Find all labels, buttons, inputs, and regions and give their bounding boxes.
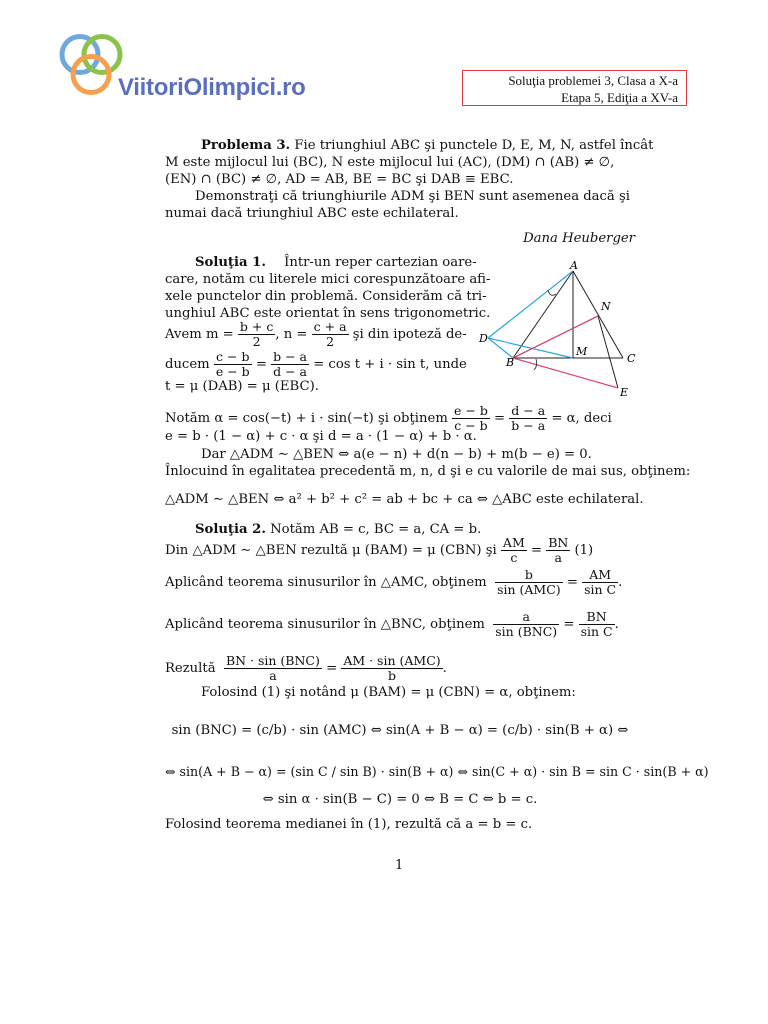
sol1-line-6: ducem $\frac{c - b}{e - b}$ = $\frac{b - a}{d - a}$ = cos t + i · sin t, unde [165, 349, 467, 379]
sol2-title: Soluţia 2. [195, 522, 266, 537]
problem-text-4: Demonstraţi că triunghiurile ADM şi BEN sunt asemenea dacă şi [195, 189, 630, 204]
problem-text-3: (EN) ∩ (BC) ≠ ∅, AD = AB, BE = BC şi DAB ≡ EBC. [165, 172, 514, 187]
sol2-line-7: sin (BNC) = (c/b) · sin (AMC) ⇔ sin(A + B − α) = (c/b) · sin(B + α) ⇔ [171, 723, 629, 738]
fig-label-A: A [570, 259, 578, 272]
logo-text: ViitoriOlimpici.ro [118, 74, 306, 101]
problem-text-5: numai dacă triunghiul ABC este echilateral. [165, 206, 459, 221]
geometry-figure [478, 258, 640, 398]
sol1-line-3: xele punctelor din problemă. Considerăm că tri- [165, 289, 487, 304]
problem-text-2: M este mijlocul lui (BC), N este mijlocul lui (AC), (DM) ∩ (AB) ≠ ∅, [165, 155, 615, 170]
sol2-line-10: Folosind teorema medianei în (1), rezultă că a = b = c. [165, 817, 533, 832]
sol1-line-5: Avem m = $\frac{b + c}{2}$ , n = $\frac{c + a}{2}$ şi din ipoteză de- [165, 319, 467, 349]
problem-author: Dana Heuberger [523, 231, 635, 246]
sol2-line-9: ⇔ sin α · sin(B − C) = 0 ⇔ B = C ⇔ b = c. [262, 792, 538, 807]
problem-text-1: Fie triunghiul ABC şi punctele D, E, M, N, astfel încât [294, 138, 654, 153]
page-number: 1 [395, 858, 404, 873]
sol1-line-4: unghiul ABC este orientat în sens trigonometric. [165, 306, 491, 321]
sol1-line-10: Dar △ADM ∼ △BEN ⇔ a(e − n) + d(n − b) + m(b − e) = 0. [201, 447, 592, 462]
sol1-line-12: △ADM ∼ △BEN ⇔ a² + b² + c² = ab + bc + ca ⇔ △ABC este echilateral. [165, 492, 644, 507]
sol2-line-4: Aplicând teorema sinusurilor în △BNC, obţinem $\frac{a}{\text{sin (BNC)}}$ = $\frac{BN}{\text{sin C}}$ . [165, 609, 619, 639]
sol2-line-6: Folosind (1) şi notând μ (BAM) = μ (CBN) = α, obţinem: [201, 685, 576, 700]
fig-label-D: D [479, 332, 488, 345]
header-line-1: Soluţia problemei 3, Clasa a X-a [508, 73, 678, 88]
header-line-2: Etapa 5, Ediţia a XV-a [561, 90, 678, 105]
sol2-line-2: Din △ADM ∼ △BEN rezultă μ (BAM) = μ (CBN) şi $\frac{AM}{c}$ = $\frac{BN}{a}$ (1) [165, 535, 594, 565]
sol1-line-11: Înlocuind în egalitatea precedentă m, n, d şi e cu valorile de mai sus, obţinem: [165, 464, 691, 479]
fig-label-C: C [627, 352, 636, 365]
fig-label-E: E [620, 386, 629, 398]
problem-line-1 [165, 137, 654, 154]
sol2-line-5: Rezultă $\frac{\text{BN · sin (BNC)}}{a}$ = $\frac{\text{AM · sin (AMC)}}{b}$ . [165, 653, 447, 683]
sol2-line-3: Aplicând teorema sinusurilor în △AMC, obţinem $\frac{b}{\text{sin (AMC)}}$ = $\frac{AM}{\text{sin C}}$ . [165, 567, 623, 597]
fig-label-M: M [576, 345, 588, 358]
sol1-line-9: e = b · (1 − α) + c · α şi d = a · (1 − α) + b · α. [165, 429, 477, 444]
sol1-title: Soluţia 1. [195, 255, 266, 270]
sol1-line-8: Notăm α = cos(−t) + i · sin(−t) şi obţinem $\frac{e - b}{c - b}$ = $\frac{d - a}{b - a}$ = α, deci [165, 403, 612, 433]
fig-label-B: B [506, 356, 515, 369]
problem-title: Problema 3. [201, 138, 291, 153]
header-box [462, 70, 687, 106]
sol1-line-7: t = μ (DAB) = μ (EBC). [165, 379, 319, 394]
sol1-line-1: Într-un reper cartezian oare- [284, 255, 477, 270]
sol1-line-2: care, notăm cu literele mici corespunzătoare afi- [165, 272, 491, 287]
sol2-line-1: Notăm AB = c, BC = a, CA = b. [270, 522, 482, 537]
sol2-line-8: ⇔ sin(A + B − α) = (sin C / sin B) · sin(B + α) ⇔ sin(C + α) · sin B = sin C · sin(B + α) [165, 764, 709, 779]
fig-label-N: N [601, 300, 611, 313]
